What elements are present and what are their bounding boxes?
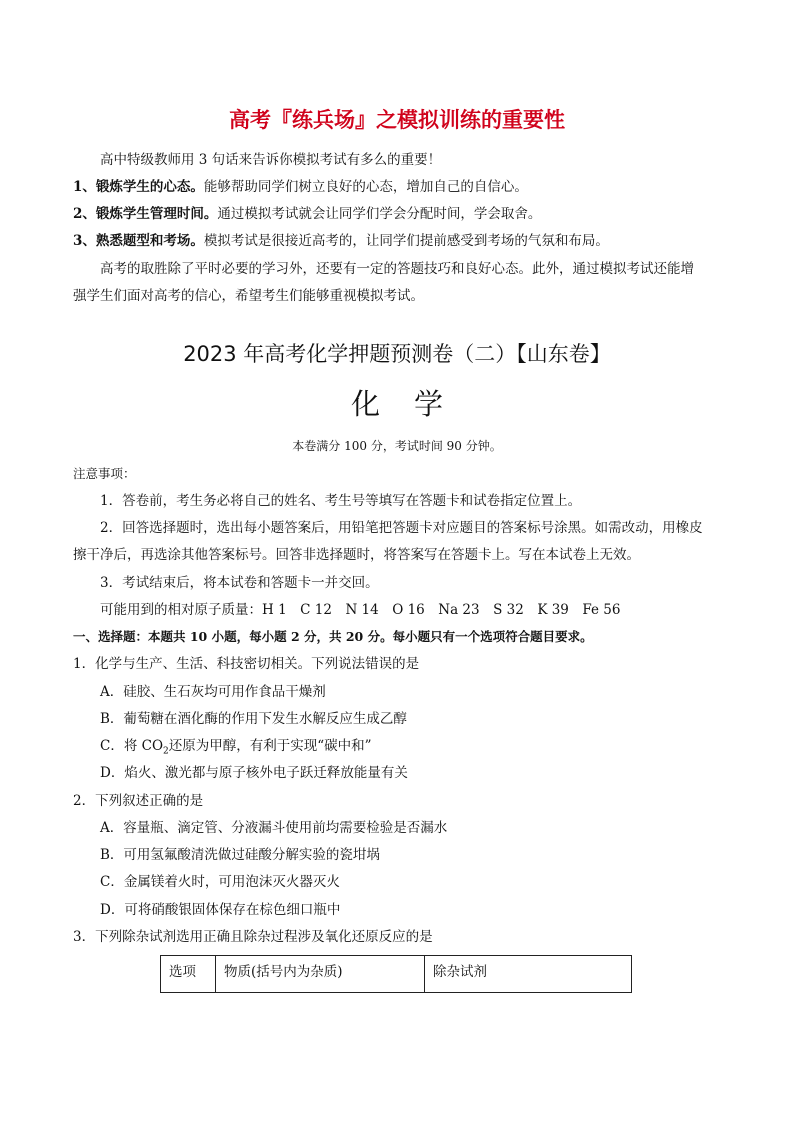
question-3-stem: 3．下列除杂试剂选用正确且除杂过程涉及氧化还原反应的是 <box>73 929 433 945</box>
co2-subscript: 2 <box>163 746 169 757</box>
table-header-row <box>161 956 632 993</box>
exam-subject: 化学 <box>350 387 477 421</box>
notes-label: 注意事项： <box>73 466 136 481</box>
point-heading: 熟悉题型和考场。 <box>95 233 204 249</box>
question-1-option-a: A．硅胶、生石灰均可用作食品干燥剂 <box>100 684 326 700</box>
point-text: 通过模拟考试就会让同学们学会分配时间，学会取舍。 <box>217 206 542 222</box>
point-number: 3、 <box>73 233 96 249</box>
question-2-stem: 2．下列叙述正确的是 <box>73 793 204 809</box>
point-number: 1、 <box>73 179 96 195</box>
note-1: 1．答卷前，考生务必将自己的姓名、考生号等填写在答题卡和试卷指定位置上。 <box>100 493 582 509</box>
exam-info: 本卷满分 100 分，考试时间 90 分钟。 <box>292 439 502 453</box>
point-heading: 锻炼学生的心态。 <box>95 179 204 195</box>
point-text: 模拟考试是很接近高考的，让同学们提前感受到考场的气氛和布局。 <box>203 233 609 249</box>
question-1-option-d: D．焰火、激光都与原子核外电子跃迁释放能量有关 <box>100 765 408 781</box>
note-2: 2．回答选择题时，选出每小题答案后，用铅笔把答题卡对应题目的答案标号涂黑。如需改动，用橡皮 <box>100 520 703 536</box>
question-2-option-d: D．可将硝酸银固体保存在棕色细口瓶中 <box>100 902 341 918</box>
question-2-option-a: A．容量瓶、滴定管、分液漏斗使用前均需要检验是否漏水 <box>100 820 448 836</box>
note-2-cont: 擦干净后，再选涂其他答案标号。回答非选择题时，将答案写在答题卡上。写在本试卷上无效。 <box>73 547 640 563</box>
note-3: 3．考试结束后，将本试卷和答题卡一并交回。 <box>100 575 379 591</box>
question-2-option-b: B．可用氢氟酸清洗做过硅酸分解实验的瓷坩埚 <box>100 847 380 863</box>
question-1-option-c <box>100 737 372 761</box>
promo-intro: 高中特级教师用 3 句话来告诉你模拟考试有多么的重要！ <box>100 152 442 168</box>
point-number: 2、 <box>73 206 96 222</box>
option-c-suffix: 还原为甲醇，有利于实现“碳中和” <box>168 738 372 754</box>
table-header-reagent: 除杂试剂 <box>425 956 632 993</box>
point-heading: 锻炼学生管理时间。 <box>95 206 218 222</box>
question-1-stem: 1．化学与生产、生活、科技密切相关。下列说法错误的是 <box>73 656 420 672</box>
section-heading: 一、选择题：本题共 10 小题，每小题 2 分，共 20 分。每小题只有一个选项符合题目要求。 <box>73 629 593 644</box>
promo-point-2 <box>73 205 541 223</box>
question-3-table <box>160 955 632 993</box>
promo-closing-line2: 强学生们面对高考的信心，希望考生们能够重视模拟考试。 <box>73 288 424 304</box>
point-text: 能够帮助同学们树立良好的心态，增加自己的自信心。 <box>203 179 528 195</box>
exam-title: 2023 年高考化学押题预测卷（二）【山东卷】 <box>183 342 611 366</box>
promo-closing-line1: 高考的取胜除了平时必要的学习外，还要有一定的答题技巧和良好心态。此外，通过模拟考试还能增 <box>100 261 694 277</box>
table-header-option: 选项 <box>161 956 216 993</box>
promo-point-3 <box>73 232 609 250</box>
promo-title: 高考『练兵场』之模拟训练的重要性 <box>229 108 565 132</box>
question-1-option-b: B．葡萄糖在酒化酶的作用下发生水解反应生成乙醇 <box>100 711 407 727</box>
question-2-option-c: C．金属镁着火时，可用泡沫灭火器灭火 <box>100 874 340 890</box>
option-c-prefix: C．将 CO <box>100 738 164 754</box>
table-header-substance: 物质(括号内为杂质) <box>216 956 425 993</box>
atomic-masses: 可能用到的相对原子质量：H 1 C 12 N 14 O 16 Na 23 S 32 K 39 Fe 56 <box>100 602 621 618</box>
promo-point-1 <box>73 178 528 196</box>
